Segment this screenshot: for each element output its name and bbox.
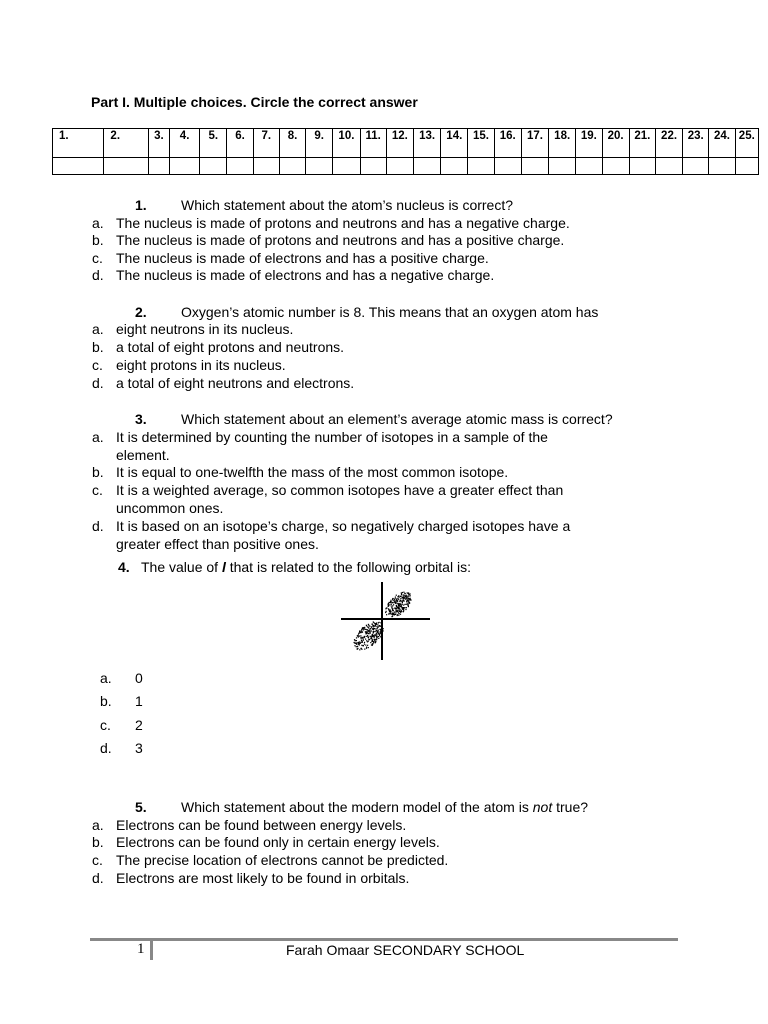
answer-grid-number-cell: 24. [709, 129, 735, 158]
answer-grid-answer-cell[interactable] [200, 158, 227, 175]
answer-grid [52, 128, 759, 175]
answer-grid-answer-cell[interactable] [386, 158, 413, 175]
answer-grid-number-row [53, 129, 759, 158]
answer-grid-number-cell: 16. [494, 129, 521, 158]
part-heading: Part I. Multiple choices. Circle the correct answer [91, 94, 418, 110]
answer-grid-number-cell: 11. [360, 129, 386, 158]
answer-grid-number-cell: 19. [576, 129, 602, 158]
answer-grid-answer-cell[interactable] [53, 158, 104, 175]
school-name: Farah Omaar SECONDARY SCHOOL [286, 942, 525, 958]
question-text: Oxygen’s atomic number is 8. This means that an oxygen atom has [181, 304, 599, 320]
answer-grid-number-cell: 14. [441, 129, 468, 158]
question-text: Which statement about an element’s average atomic mass is correct? [181, 411, 613, 427]
question-number: 2. [135, 304, 147, 320]
answer-grid-answer-cell[interactable] [360, 158, 386, 175]
answer-grid-answer-cell[interactable] [333, 158, 360, 175]
answer-grid-answer-cell[interactable] [683, 158, 709, 175]
answer-grid-number-cell: 23. [683, 129, 709, 158]
answer-grid-answer-cell[interactable] [253, 158, 279, 175]
footer-rule [90, 938, 678, 941]
answer-grid-number-cell: 2. [104, 129, 148, 158]
answer-grid-number-cell: 5. [200, 129, 227, 158]
answer-grid-answer-cell[interactable] [655, 158, 682, 175]
answer-grid-answer-cell[interactable] [306, 158, 333, 175]
answer-grid-number-cell: 1. [53, 129, 104, 158]
answer-grid-answer-row [53, 158, 759, 175]
option-d[interactable]: d. 3 [100, 740, 143, 756]
answer-grid-answer-cell[interactable] [104, 158, 148, 175]
answer-grid-number-cell: 4. [169, 129, 199, 158]
answer-grid-number-cell: 6. [227, 129, 253, 158]
answer-grid-answer-cell[interactable] [148, 158, 169, 175]
answer-grid-answer-cell[interactable] [441, 158, 468, 175]
option-c[interactable]: c. 2 [100, 717, 143, 733]
answer-grid-number-cell: 13. [413, 129, 440, 158]
answer-grid-answer-cell[interactable] [521, 158, 548, 175]
question-number: 1. [135, 197, 147, 213]
answer-grid-number-cell: 12. [386, 129, 413, 158]
answer-grid-number-cell: 17. [521, 129, 548, 158]
question-number: 3. [135, 411, 147, 427]
answer-grid-answer-cell[interactable] [735, 158, 758, 175]
answer-grid-answer-cell[interactable] [169, 158, 199, 175]
answer-grid-answer-cell[interactable] [629, 158, 655, 175]
answer-grid-answer-cell[interactable] [279, 158, 305, 175]
answer-grid-number-cell: 25. [735, 129, 758, 158]
answer-grid-answer-cell[interactable] [549, 158, 576, 175]
question-number: 4. [118, 559, 130, 575]
answer-grid-answer-cell[interactable] [709, 158, 735, 175]
answer-grid-number-cell: 18. [549, 129, 576, 158]
answer-grid-number-cell: 3. [148, 129, 169, 158]
answer-grid-number-cell: 7. [253, 129, 279, 158]
answer-grid-answer-cell[interactable] [576, 158, 602, 175]
question-number: 5. [135, 799, 147, 815]
answer-grid-number-cell: 10. [333, 129, 360, 158]
answer-grid-number-cell: 22. [655, 129, 682, 158]
question-text: Which statement about the atom’s nucleus is correct? [181, 197, 514, 213]
answer-grid-number-cell: 15. [468, 129, 494, 158]
answer-grid-number-cell: 20. [602, 129, 629, 158]
answer-grid-answer-cell[interactable] [227, 158, 253, 175]
answer-grid-number-cell: 21. [629, 129, 655, 158]
answer-grid-answer-cell[interactable] [468, 158, 494, 175]
page-number: 1 [137, 941, 145, 957]
answer-grid-number-cell: 9. [306, 129, 333, 158]
answer-grid-answer-cell[interactable] [413, 158, 440, 175]
answer-grid-number-cell: 8. [279, 129, 305, 158]
option-a[interactable]: a. 0 [100, 670, 143, 686]
question-text: Which statement about the modern model of the atom is not true? [181, 799, 589, 815]
answer-grid-answer-cell[interactable] [494, 158, 521, 175]
option-b[interactable]: b. 1 [100, 693, 143, 709]
p-orbital-diagram [338, 580, 434, 662]
page-number-bar [150, 941, 153, 960]
question-text: The value of l that is related to the following orbital is: [141, 559, 471, 575]
answer-grid-answer-cell[interactable] [602, 158, 629, 175]
